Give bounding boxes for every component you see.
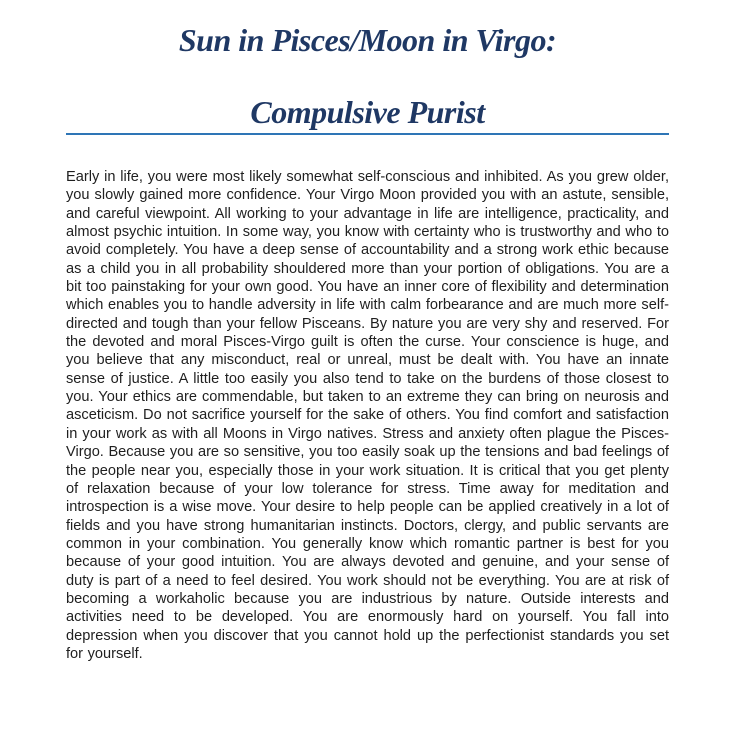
page-title: Sun in Pisces/Moon in Virgo: bbox=[178, 22, 557, 58]
page-subtitle: Compulsive Purist bbox=[250, 94, 485, 130]
title-divider bbox=[66, 133, 669, 135]
body-paragraph: Early in life, you were most likely somewhat self-conscious and inhibited. As you grew older, you slowly gained more confidence. Your Virgo Moon provided you with an astute, sensible, and careful viewpoint. All working to your advantage in life are intelligence, practicality, and almost psychic intuition. In some way, you know with certainty who is trustworthy and who to avoid completely. You have a deep sense of accountability and a strong work ethic because as a child you in all probability shouldered more than your portion of obligations. You are a bit too painstaking for your own good. You have an inner core of flexibility and determination which enables you to handle adversity in life with calm forbearance and are much more self-directed and tough than your fellow Pisceans. By nature you are very shy and reserved. For the devoted and moral Pisces-Virgo guilt is often the curse. Your conscience is huge, and you believe that any misconduct, real or unreal, must be dealt with. You have an innate sense of justice. A little too easily you also tend to take on the burdens of those closest to you. Your ethics are commendable, but taken to an extreme they can bring on neurosis and asceticism. Do not sacrifice yourself for the sake of others. You find comfort and satisfaction in your work as with all Moons in Virgo natives. Stress and anxiety often plague the Pisces-Virgo. Because you are so sensitive, you too easily soak up the tensions and bad feelings of the people near you, especially those in your work situation. It is critical that you get plenty of relaxation because of your low tolerance for stress. Time away for meditation and introspection is a wise move. Your desire to help people can be applied creatively in a lot of fields and you have strong humanitarian instincts. Doctors, clergy, and public servants are common in your combination. You generally know which romantic partner is best for you because of your good intuition. You are always devoted and genuine, and your sense of duty is part of a need to feel desired. You work should not be everything. You are at risk of becoming a workaholic because you are industrious by nature. Outside interests and activities need to be developed. You are enormously hard on yourself. You fall into depression when you discover that you cannot hold up the perfectionist standards you set for yourself. bbox=[66, 169, 669, 662]
